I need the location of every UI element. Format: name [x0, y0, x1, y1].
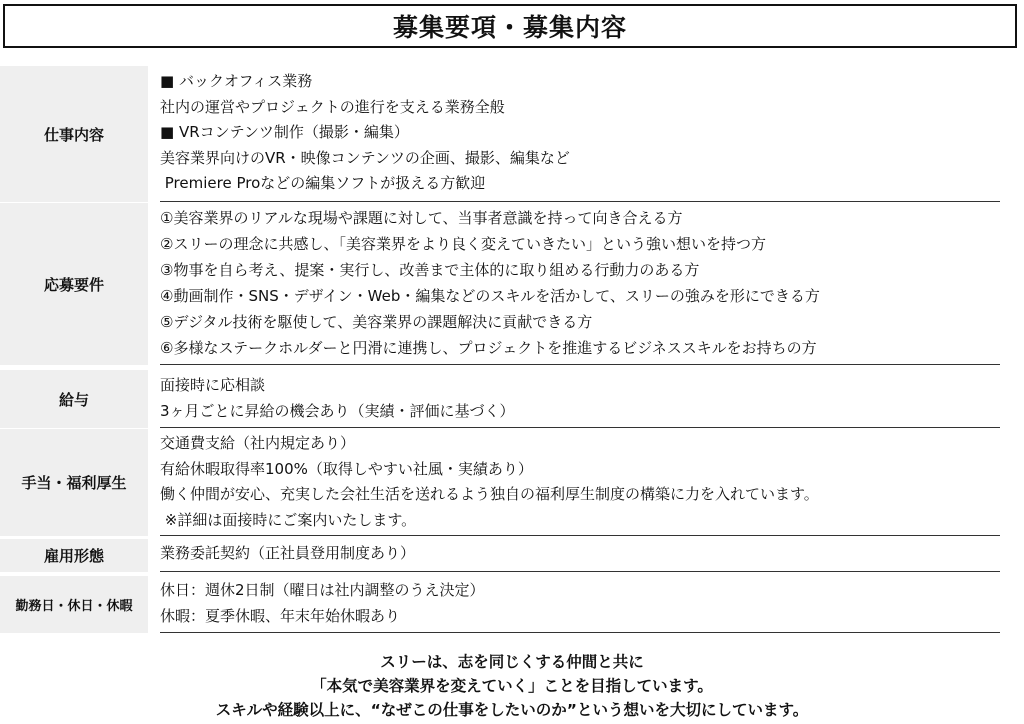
- section-employment-type: [0, 539, 1000, 572]
- content-line: Premiere Proなどの編集ソフトが扱える方歓迎: [160, 174, 486, 193]
- section-requirements: [0, 203, 1000, 365]
- content-line: ※詳細は面接時にご案内いたします。: [160, 510, 417, 529]
- section-label: 仕事内容: [0, 66, 148, 202]
- closing-line: スリーは、志を同じくする仲間と共に: [380, 653, 644, 671]
- content-line: 働く仲間が安心、充実した会社生活を送れるよう独自の福利厚生制度の構築に力を入れています。: [160, 485, 819, 504]
- content-line: 交通費支給（社内規定あり）: [160, 434, 356, 452]
- content-line: ■ バックオフィス業務: [160, 72, 313, 90]
- section-content: [160, 576, 1000, 633]
- content-line: 面接時に応相談: [160, 376, 266, 394]
- closing-line: スキルや経験以上に、“なぜこの仕事をしたいのか”という想いを大切にしています。: [215, 701, 809, 719]
- section-work-days: [0, 576, 1000, 633]
- section-content: [160, 429, 1000, 536]
- section-label: 給与: [0, 370, 148, 428]
- page-title: 募集要項・募集内容: [3, 4, 1017, 48]
- section-content: [160, 66, 1000, 202]
- content-line: 業務委託契約（正社員登用制度あり）: [160, 544, 416, 562]
- section-label: 勤務日・休日・休暇: [0, 576, 148, 633]
- section-salary: [0, 370, 1000, 428]
- content-line: ③物事を自ら考え、提案・実行し、改善まで主体的に取り組める行動力のある方: [160, 261, 700, 279]
- content-line: 社内の運営やプロジェクトの進行を支える業務全般: [160, 97, 505, 116]
- section-content: [160, 370, 1000, 428]
- section-content: [160, 203, 1000, 365]
- content-line: 3ヶ月ごとに昇給の機会あり（実績・評価に基づく）: [160, 401, 515, 420]
- section-job-description: [0, 66, 1000, 202]
- content-line: ④動画制作・SNS・デザイン・Web・編集などのスキルを活かして、スリーの強みを形にできる方: [160, 287, 820, 305]
- section-content: [160, 539, 1000, 572]
- closing-message: [0, 650, 1024, 722]
- content-line: ■ VRコンテンツ制作（撮影・編集）: [160, 123, 409, 142]
- content-line: ⑥多様なステークホルダーと円滑に連携し、プロジェクトを推進するビジネススキルをお持ちの方: [160, 339, 817, 357]
- content-line: 美容業界向けのVR・映像コンテンツの企画、撮影、編集など: [160, 148, 570, 167]
- content-line: ⑤デジタル技術を駆使して、美容業界の課題解決に貢献できる方: [160, 313, 593, 331]
- content-line: 休日：週休2日制（曜日は社内調整のうえ決定）: [160, 581, 485, 599]
- section-label: 手当・福利厚生: [0, 429, 148, 536]
- content-line: 有給休暇取得率100%（取得しやすい社風・実績あり）: [160, 459, 533, 478]
- content-line: ①美容業界のリアルな現場や課題に対して、当事者意識を持って向き合える方: [160, 209, 683, 227]
- section-label: 雇用形態: [0, 539, 148, 572]
- section-benefits: [0, 429, 1000, 536]
- closing-line: 「本気で美容業界を変えていく」ことを目指しています。: [311, 677, 713, 695]
- section-label: 応募要件: [0, 203, 148, 365]
- content-line: 休暇：夏季休暇、年末年始休暇あり: [160, 606, 401, 625]
- content-line: ②スリーの理念に共感し、「美容業界をより良く変えていきたい」という強い想いを持つ方: [160, 235, 766, 253]
